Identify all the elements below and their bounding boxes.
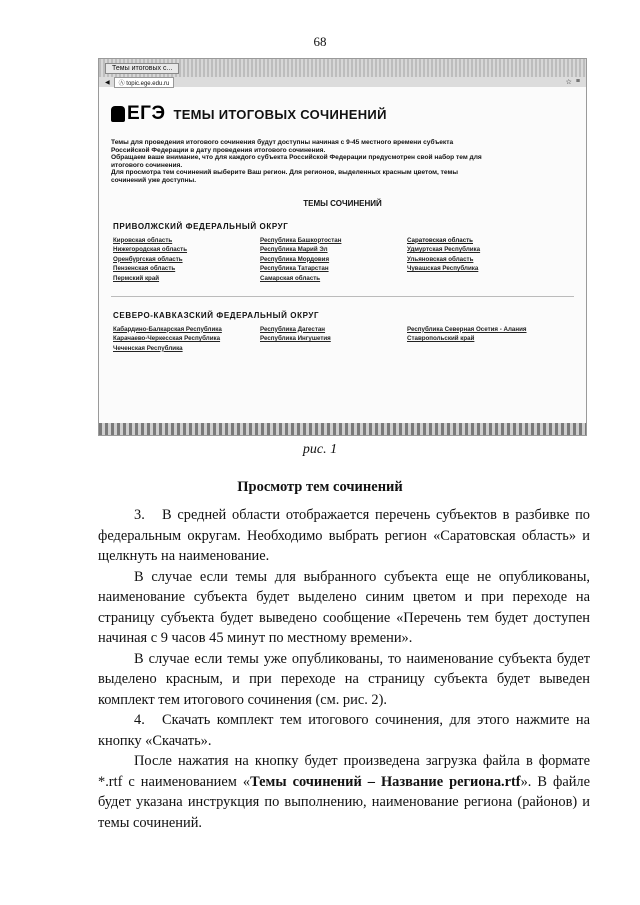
region-link[interactable]: Оренбургская область — [113, 255, 183, 263]
logo-icon — [111, 106, 125, 122]
page-number: 68 — [313, 34, 327, 49]
star-icon[interactable]: ☆ — [565, 79, 572, 86]
paragraph — [98, 751, 590, 833]
intro-line: Российской Федерации в дату проведения итогового сочинения. — [111, 146, 326, 154]
intro-text — [99, 125, 586, 185]
intro-line: Обращаем ваше внимание, что для каждого субъекта Российской Федерации предусмотрен свой набор тем для — [111, 154, 482, 162]
screenshot-figure — [98, 58, 587, 436]
region-link[interactable]: Республика Дагестан — [260, 325, 326, 333]
browser-tab[interactable]: Темы итоговых с... — [105, 63, 179, 74]
item-number: 4. — [134, 712, 145, 728]
browser-tab-bar — [99, 59, 586, 77]
region-list — [113, 326, 574, 354]
paragraph-text: После нажатия на кнопку будет произведена загрузка файла в формате *.rtf с наименованием « — [98, 753, 590, 790]
themes-title: ТЕМЫ СОЧИНЕНИЙ — [303, 198, 382, 208]
region-link[interactable]: Пензенская область — [113, 265, 176, 273]
region-link — [407, 345, 552, 354]
logo-text: ЕГЭ — [127, 103, 166, 124]
paragraph-text: ». В файле будет указана инструкция по выполнению, наименование региона (районов) и темы сочинений. — [98, 773, 591, 831]
paragraph-text: В средней области отображается перечень субъектов в разбивке по федеральным округам. Необходимо выбрать регион «Саратовская область» и щелкнуть на наименование. — [98, 507, 590, 564]
region-link[interactable]: Самарская область — [260, 274, 321, 282]
intro-line: Для просмотра тем сочинений выберите Ваш регион. Для регионов, выделенных красным цветом, темы — [111, 169, 459, 177]
region-link[interactable]: Республика Ингушетия — [260, 335, 331, 343]
region-link[interactable]: Пермский край — [113, 274, 160, 282]
menu-icon[interactable]: ≡ — [575, 78, 580, 85]
region-link[interactable]: Ставропольский край — [407, 335, 475, 343]
region-link[interactable]: Республика Татарстан — [260, 265, 329, 273]
paragraph — [98, 505, 590, 567]
region-link — [260, 345, 405, 354]
paragraph: В случае если темы для выбранного субъекта еще не опубликованы, наименование субъекта будет выделено синим цветом и при переходе на страницу субъекта будет выведено сообщение «Перечень тем будет доступен начиная с 9 часов 45 минут по местному времени». — [98, 568, 590, 646]
region-link-saratov[interactable]: Саратовская область — [407, 236, 473, 244]
address-row — [99, 77, 586, 87]
region-link[interactable]: Удмуртская Республика — [407, 246, 481, 254]
section-heading: Просмотр тем сочинений — [237, 479, 403, 495]
back-icon[interactable]: ◀ — [105, 79, 110, 86]
ege-logo[interactable] — [111, 103, 165, 125]
intro-line: итогового сочинения. — [111, 161, 183, 169]
district-title: ПРИВОЛЖСКИЙ ФЕДЕРАЛЬНЫЙ ОКРУГ — [113, 221, 289, 231]
paragraph — [98, 710, 590, 751]
site-header — [99, 87, 586, 125]
region-link[interactable]: Чеченская Республика — [113, 344, 183, 352]
body-text — [98, 505, 590, 833]
paragraph: В случае если темы уже опубликованы, то наименование субъекта будет выделено красным, и при переходе на страницу субъекта будет выведен комплект тем итогового сочинения (см. рис. 2). — [98, 650, 590, 708]
region-link[interactable]: Республика Мордовия — [260, 255, 330, 263]
region-link[interactable]: Чувашская Республика — [407, 265, 479, 273]
file-name: Темы сочинений – Название региона.rtf — [250, 773, 521, 790]
region-link[interactable]: Нижегородская область — [113, 246, 188, 254]
district-volga — [99, 208, 586, 284]
region-link[interactable]: Республика Башкортостан — [260, 236, 342, 244]
region-link[interactable]: Республика Северная Осетия - Алания — [407, 325, 527, 333]
region-link[interactable]: Карачаево-Черкесская Республика — [113, 335, 221, 343]
intro-line: сочинений уже доступны. — [111, 176, 197, 184]
region-link[interactable]: Кабардино-Балкарская Республика — [113, 325, 222, 333]
district-north-caucasus — [99, 297, 586, 354]
address-bar[interactable]: Ⓐ topic.ege.edu.ru — [114, 77, 175, 88]
region-link — [407, 275, 552, 284]
paragraph-text: Скачать комплект тем итогового сочинения, для этого нажмите на кнопку «Скачать». — [98, 712, 590, 749]
region-list — [113, 237, 574, 284]
region-link[interactable]: Кировская область — [113, 236, 173, 244]
taskbar — [99, 423, 586, 435]
intro-line: Темы для проведения итогового сочинения будут доступны начиная с 9-45 местного времени субъекта — [111, 139, 454, 146]
site-title: ТЕМЫ ИТОГОВЫХ СОЧИНЕНИЙ — [173, 106, 387, 122]
item-number: 3. — [134, 507, 145, 523]
region-link[interactable]: Ульяновская область — [407, 255, 474, 263]
region-link[interactable]: Республика Марий Эл — [260, 246, 328, 254]
figure-caption: рис. 1 — [302, 442, 338, 457]
district-title: СЕВЕРО-КАВКАЗСКИЙ ФЕДЕРАЛЬНЫЙ ОКРУГ — [113, 310, 320, 320]
